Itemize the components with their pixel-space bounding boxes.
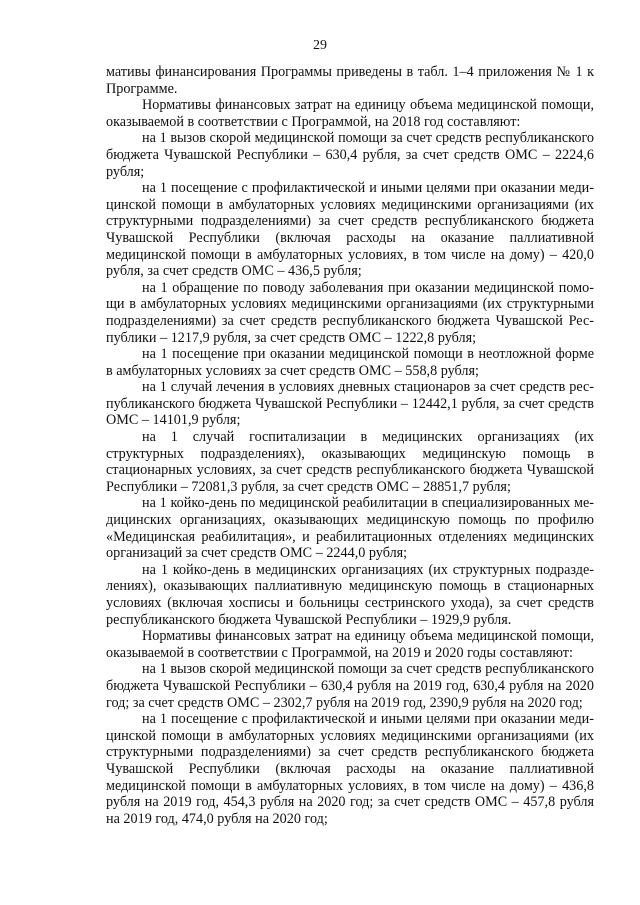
paragraph-2018-ambulance: на 1 вызов скорой медицинской помощи за счет средств республиканского бюджета Чувашской Республики – 630,4 рубля, за счет средств ОМС – 2224,6 рубля; bbox=[106, 130, 594, 180]
paragraph-2019-2020-ambulance: на 1 вызов скорой медицинской помощи за счет средств республиканского бюджета Чувашской Республики – 630,4 рубля на 2019 год, 630,4 рубля на 2020 год; за счет средств ОМС – 2302,7 рубля на 2019 год, 2390,9 рубля на 2020 год; bbox=[106, 661, 594, 711]
page-number: 29 bbox=[313, 38, 327, 53]
paragraph-2018-urgent-visit: на 1 посещение при оказании медицинской помощи в неотложной форме в амбулаторных условиях за счет средств ОМС – 558,8 рубля; bbox=[106, 346, 594, 379]
paragraph-continuation: мативы финансирования Программы приведены в табл. 1–4 приложения № 1 к Программе. bbox=[106, 64, 594, 97]
body-text bbox=[106, 64, 594, 827]
paragraph-2018-hospitalization: на 1 случай госпитализации в медицинских организациях (их структурных подразделениях), оказывающих медицинскую помощь в стационарных условиях, за счет средств республиканского бюджета Чувашской Республики – 72081,3 рубля, за счет средств ОМС – 28851,7 рубля; bbox=[106, 429, 594, 495]
paragraph-2018-palliative: на 1 койко-день в медицинских организациях (их структурных подразделениях), оказывающих паллиативную медицинскую помощь в стационарных условиях (включая хосписы и больницы сестринского ухода), за счет средств республиканского бюджета Чувашской Республики – 1929,9 рубля. bbox=[106, 561, 594, 628]
paragraph-2018-day-hospital: на 1 случай лечения в условиях дневных стационаров за счет средств республиканского бюджета Чувашской Республики – 12442,1 рубля, за счет средств ОМС – 14101,9 рубля; bbox=[106, 379, 594, 429]
paragraph-2018-preventive-visit: на 1 посещение с профилактической и иными целями при оказании медицинской помощи в амбулаторных условиях медицинскими организациями (их структурными подразделениями) за счет средств республиканского бюджета Чувашской Республики (включая расходы на оказание паллиативной медицинской помощи в амбулаторных условиях, в том числе на дому) – 420,0 рубля, за счет средств ОМС – 436,5 рубля; bbox=[106, 180, 594, 280]
paragraph-2018-intro: Нормативы финансовых затрат на единицу объема медицинской помощи, оказываемой в соответствии с Программой, на 2018 год составляют: bbox=[106, 97, 594, 130]
paragraph-2018-rehabilitation: на 1 койко-день по медицинской реабилитации в специализированных медицинских организациях, оказывающих медицинскую помощь по профилю «Медицинская реабилитация», и реабилитационных отделениях медицинских организаций за счет средств ОМС – 2244,0 рубля; bbox=[106, 495, 594, 562]
paragraph-2019-2020-preventive-visit: на 1 посещение с профилактической и иными целями при оказании медицинской помощи в амбулаторных условиях медицинскими организациями (их структурными подразделениями) за счет средств республиканского бюджета Чувашской Республики (включая расходы на оказание паллиативной медицинской помощи в амбулаторных условиях, в том числе на дому) – 436,8 рубля на 2019 год, 454,3 рубля на 2020 год; за счет средств ОМС – 457,8 рубля на 2019 год, 474,0 рубля на 2020 год; bbox=[106, 711, 594, 827]
paragraph-2019-2020-intro: Нормативы финансовых затрат на единицу объема медицинской помощи, оказываемой в соответствии с Программой, на 2019 и 2020 годы составляют: bbox=[106, 628, 594, 661]
paragraph-2018-disease-visit: на 1 обращение по поводу заболевания при оказании медицинской помощи в амбулаторных условиях медицинскими организациями (их структурными подразделениями) за счет средств республиканского бюджета Чувашской Республики – 1217,9 рубля, за счет средств ОМС – 1222,8 рубля; bbox=[106, 279, 594, 346]
